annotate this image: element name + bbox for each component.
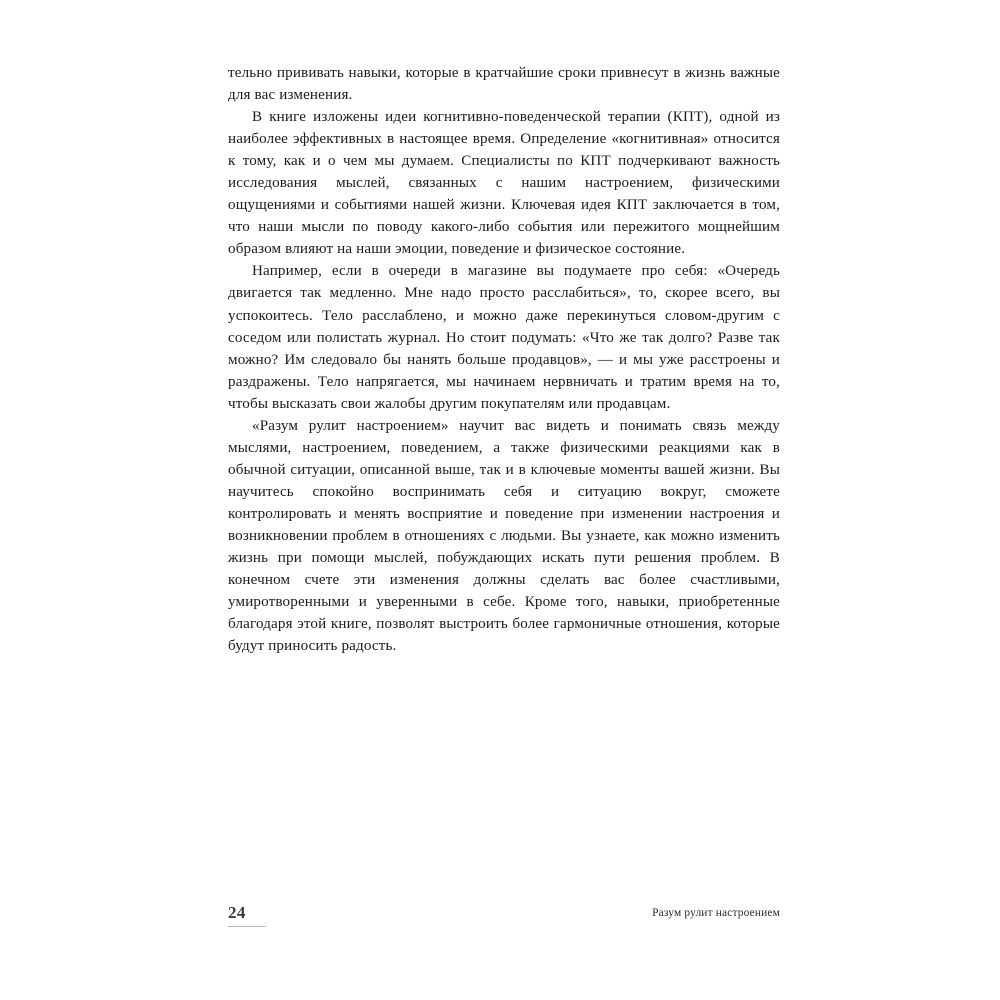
page-number: 24 <box>228 903 246 922</box>
page-footer <box>228 903 780 943</box>
body-text-column <box>228 62 780 657</box>
paragraph: «Разум рулит настроением» научит вас видеть и понимать связь между мыслями, настроением, поведением, а также физическими реакциями как в обычной ситуации, описанной выше, так и в ключевые моменты вашей жизни. Вы научитесь спокойно воспринимать себя и ситуацию вокруг, сможете контролировать и менять восприятие и поведение при изменении настроения и возникновении проблем в отношениях с людьми. Вы узнаете, как можно изменить жизнь при помощи мыслей, побуждающих искать пути решения проблем. В конечном счете эти изменения должны сделать вас более счастливыми, умиротворенными и уверенными в себе. Кроме того, навыки, приобретенные благодаря этой книге, позволят выстроить более гармоничные отношения, которые будут приносить радость. <box>228 417 780 655</box>
paragraph: В книге изложены идеи когнитивно-поведенческой терапии (КПТ), одной из наиболее эффективных в настоящее время. Определение «когнитивная» относится к тому, как и о чем мы думаем. Специалисты по КПТ подчеркивают важность исследования мыслей, связанных с нашим настроением, физическими ощущениями и событиями нашей жизни. Ключевая идея КПТ заключается в том, что наши мысли по поводу какого-либо события или пережитого мощнейшим образом влияют на наши эмоции, поведение и физическое состояние. <box>228 109 780 258</box>
running-title: Разум рулит настроением <box>652 907 780 919</box>
paragraph: Например, если в очереди в магазине вы подумаете про себя: «Очередь двигается так медленно. Мне надо просто расслабиться», то, скорее всего, вы успокоитесь. Тело расслаблено, и можно даже перекинуться словом-другим с соседом или полистать журнал. Но стоит подумать: «Что же так долго? Разве так можно? Им следовало бы нанять больше продавцов», — и мы уже расстроены и раздражены. Тело напрягается, мы начинаем нервничать и тратим время на то, чтобы высказать свои жалобы другим покупателям или продавцам. <box>228 263 780 412</box>
paragraph: тельно прививать навыки, которые в кратчайшие сроки привнесут в жизнь важные для вас изменения. <box>228 65 780 104</box>
page-number-rule <box>228 926 266 927</box>
